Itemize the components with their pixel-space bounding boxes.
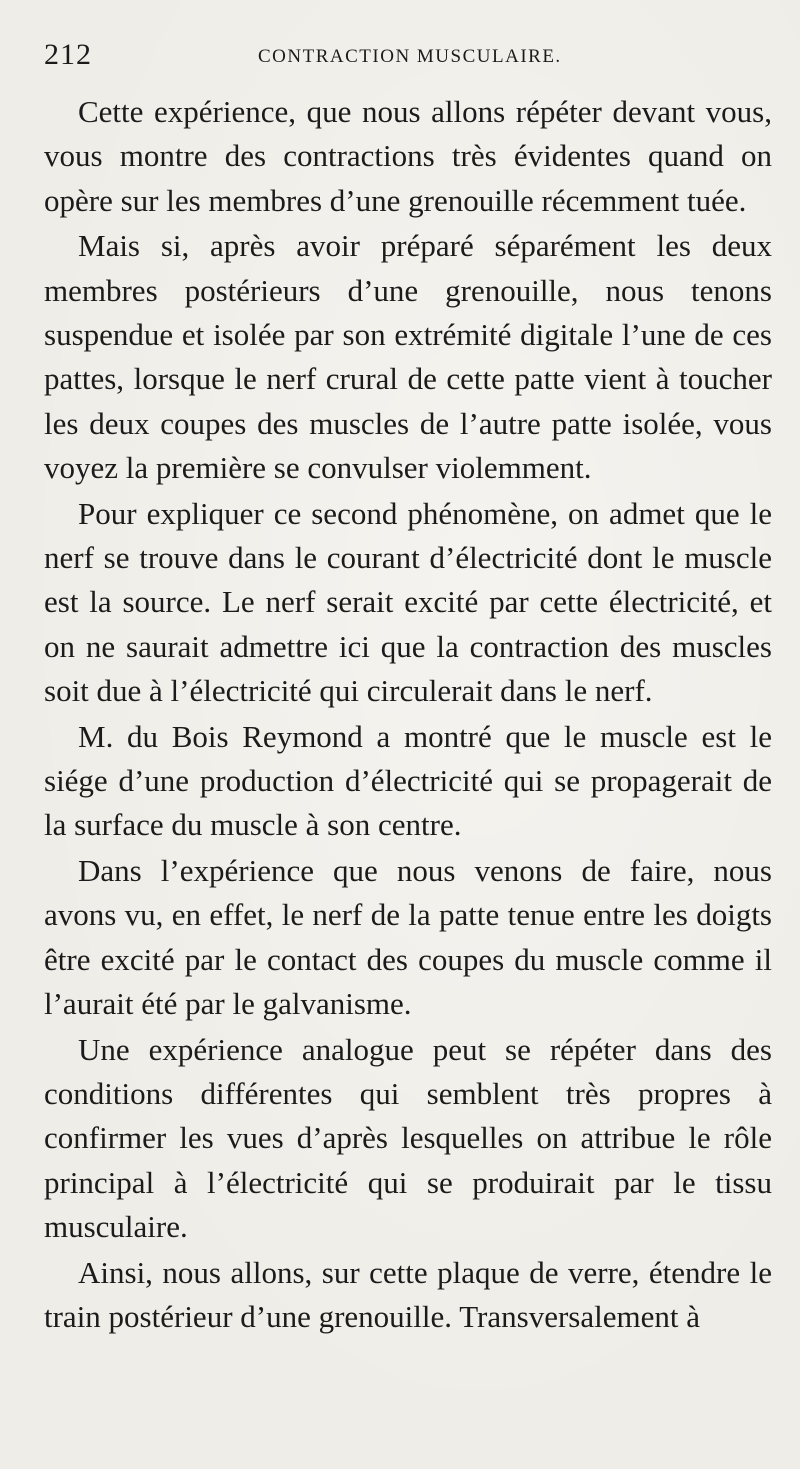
body-text [44, 90, 772, 1341]
paragraph: Pour expliquer ce second phénomène, on admet que le nerf se trouve dans le courant d’électricité dont le muscle est la source. Le nerf serait excité par cette électricité, et on ne saurait admettre ici que la contraction des muscles soit due à l’électricité qui circulerait dans le nerf. [44, 495, 772, 708]
paragraph: Dans l’expérience que nous venons de faire, nous avons vu, en effet, le nerf de la patte tenue entre les doigts être excité par le contact des coupes du muscle comme il l’aurait été par le galvanisme. [44, 853, 772, 1021]
paragraph: M. du Bois Reymond a montré que le muscle est le siége d’une production d’électricité qui se propagerait de la surface du muscle à son centre. [44, 718, 772, 843]
page-number: 212 [44, 38, 92, 71]
paragraph: Une expérience analogue peut se répéter dans des conditions différentes qui semblent très propres à confirmer les vues d’après lesquelles on attribue le rôle principal à l’électricité qui se produirait par le tissu musculaire. [44, 1031, 772, 1244]
paragraph: Mais si, après avoir préparé séparément les deux membres postérieurs d’une grenouille, nous tenons suspendue et isolée par son extrémité digitale l’une de ces pattes, lorsque le nerf crural de cette patte vient à toucher les deux coupes des muscles de l’autre patte isolée, vous voyez la première se convulser violemment. [44, 228, 772, 485]
paragraph: Cette expérience, que nous allons répéter devant vous, vous montre des contractions très évidentes quand on opère sur les membres d’une grenouille récemment tuée. [44, 94, 772, 218]
running-head-title: CONTRACTION MUSCULAIRE. [258, 46, 562, 67]
running-head [44, 38, 770, 78]
paragraph: Ainsi, nous allons, sur cette plaque de verre, étendre le train postérieur d’une grenouille. Transversalement à [44, 1254, 772, 1335]
